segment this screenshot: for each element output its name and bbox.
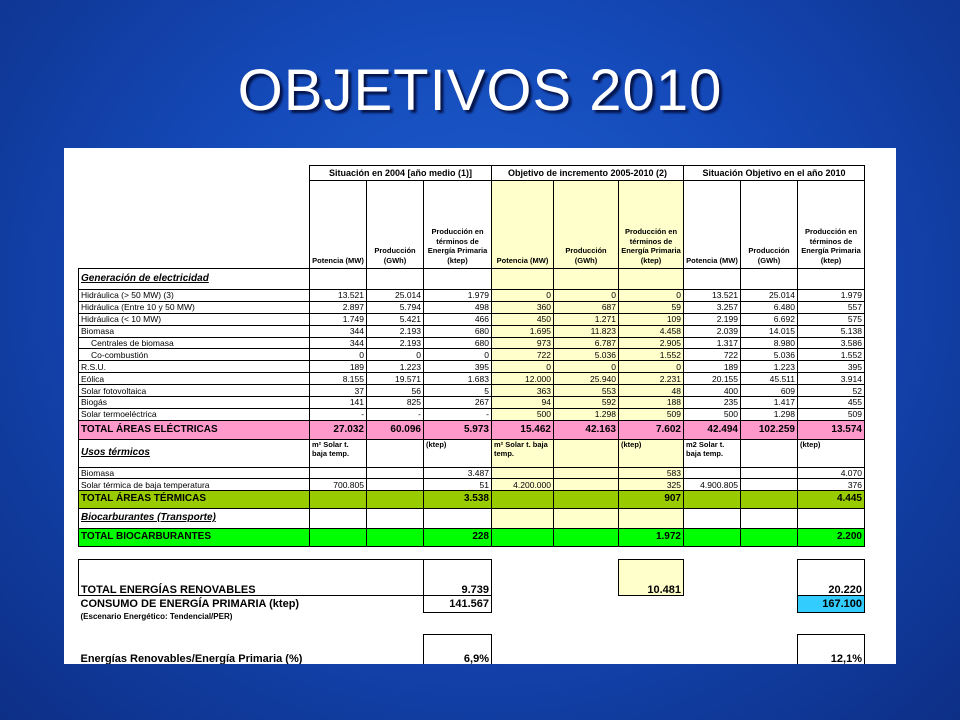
value-cell: 5.138	[798, 325, 865, 337]
value-cell: 722	[684, 349, 741, 361]
row-label: Hidráulica (< 10 MW)	[79, 313, 310, 325]
total-value: 1.972	[619, 528, 684, 546]
table-row	[79, 397, 865, 409]
value-cell: 450	[492, 313, 554, 325]
ratio-value: 12,1%	[798, 634, 865, 664]
unit-label: (ktep)	[619, 439, 684, 467]
table-row	[79, 166, 865, 181]
total-value: 2.200	[798, 528, 865, 546]
value-cell: 344	[310, 325, 367, 337]
table-cell	[424, 546, 492, 559]
table-cell	[367, 269, 424, 290]
table-cell	[554, 595, 619, 612]
table-cell	[554, 467, 619, 479]
row-label: Solar termoeléctrica	[79, 408, 310, 420]
value-cell: 94	[492, 397, 554, 409]
table-row	[79, 420, 865, 439]
table-cell	[554, 622, 619, 634]
table-cell	[310, 559, 424, 595]
value-cell: 189	[310, 361, 367, 373]
table-body	[79, 166, 865, 665]
table-cell	[310, 528, 367, 546]
value-cell: 189	[684, 361, 741, 373]
value-cell: 0	[554, 361, 619, 373]
unit-label: m2 Solar t. baja temp.	[684, 439, 741, 467]
value-cell: 500	[684, 408, 741, 420]
value-cell: 609	[741, 385, 798, 397]
table-row	[79, 508, 865, 528]
value-cell: 4.200.000	[492, 479, 554, 491]
table-cell	[492, 634, 554, 664]
table-cell	[492, 612, 554, 622]
unit-label: m² Solar t. baja temp.	[310, 439, 367, 467]
table-cell	[424, 622, 492, 634]
col-header-potencia: Potencia (MW)	[310, 181, 367, 269]
renewables-value: 20.220	[798, 559, 865, 595]
table-cell	[741, 269, 798, 290]
value-cell: 1.223	[367, 361, 424, 373]
table-cell	[619, 622, 684, 634]
col-header-primaria: Producción en términos de Energía Primaria (ktep)	[424, 181, 492, 269]
table-row	[79, 595, 865, 612]
table-cell	[741, 634, 798, 664]
total-value: 42.163	[554, 420, 619, 439]
value-cell: 25.014	[367, 290, 424, 302]
table-cell	[798, 612, 865, 622]
total-biofuels-label: TOTAL BIOCARBURANTES	[79, 528, 310, 546]
group-header: Situación en 2004 [año medio (1)]	[310, 166, 492, 181]
consumption-value: 141.567	[424, 595, 492, 612]
value-cell: 395	[424, 361, 492, 373]
value-cell: 2.199	[684, 313, 741, 325]
row-label: Centrales de biomasa	[79, 337, 310, 349]
corner-cell	[79, 166, 310, 181]
value-cell	[492, 467, 554, 479]
renewables-value: 10.481	[619, 559, 684, 595]
table-row	[79, 528, 865, 546]
table-cell	[554, 490, 619, 508]
table-cell	[684, 269, 741, 290]
value-cell: 141	[310, 397, 367, 409]
value-cell: 395	[798, 361, 865, 373]
table-cell	[367, 490, 424, 508]
value-cell: 2.193	[367, 325, 424, 337]
table-cell	[554, 479, 619, 491]
row-label: Co-combustión	[79, 349, 310, 361]
value-cell: 48	[619, 385, 684, 397]
value-cell: 592	[554, 397, 619, 409]
table-cell	[554, 439, 619, 467]
row-label: Hidráulica (Entre 10 y 50 MW)	[79, 301, 310, 313]
value-cell: 1.298	[554, 408, 619, 420]
value-cell: 45.511	[741, 373, 798, 385]
table-row	[79, 181, 865, 269]
table-row	[79, 290, 865, 302]
value-cell: 376	[798, 479, 865, 491]
value-cell: 498	[424, 301, 492, 313]
table-cell	[741, 467, 798, 479]
value-cell: -	[310, 408, 367, 420]
value-cell: 4.070	[798, 467, 865, 479]
col-header-potencia: Potencia (MW)	[684, 181, 741, 269]
table-cell	[741, 546, 798, 559]
value-cell: 0	[492, 290, 554, 302]
table-cell	[310, 546, 367, 559]
section-thermal: Usos térmicos	[79, 439, 310, 467]
table-cell	[367, 528, 424, 546]
value-cell: 51	[424, 479, 492, 491]
table-row	[79, 490, 865, 508]
table-cell	[798, 269, 865, 290]
table-cell	[492, 546, 554, 559]
table-cell	[424, 269, 492, 290]
table-cell	[492, 269, 554, 290]
table-cell	[741, 595, 798, 612]
value-cell: 500	[492, 408, 554, 420]
table-cell	[554, 508, 619, 528]
table-row	[79, 269, 865, 290]
value-cell: 0	[619, 290, 684, 302]
total-value: 15.462	[492, 420, 554, 439]
row-label: Hidráulica (> 50 MW) (3)	[79, 290, 310, 302]
value-cell: -	[367, 408, 424, 420]
row-label: Eólica	[79, 373, 310, 385]
value-cell: 466	[424, 313, 492, 325]
table-cell	[310, 622, 367, 634]
row-label: Biogás	[79, 397, 310, 409]
value-cell: 700.805	[310, 479, 367, 491]
table-cell	[741, 508, 798, 528]
value-cell: 13.521	[310, 290, 367, 302]
table-row	[79, 439, 865, 467]
table-cell	[619, 508, 684, 528]
value-cell: 1.695	[492, 325, 554, 337]
value-cell: 6.787	[554, 337, 619, 349]
table-row	[79, 559, 865, 595]
value-cell: 722	[492, 349, 554, 361]
value-cell: 1.317	[684, 337, 741, 349]
value-cell: 680	[424, 325, 492, 337]
spreadsheet-image	[64, 148, 896, 664]
value-cell: 25.014	[741, 290, 798, 302]
table-cell	[619, 612, 684, 622]
table-cell	[424, 508, 492, 528]
row-label: Solar fotovoltaica	[79, 385, 310, 397]
total-electricity-label: TOTAL ÁREAS ELÉCTRICAS	[79, 420, 310, 439]
col-header-primaria: Producción en términos de Energía Primaria (ktep)	[798, 181, 865, 269]
value-cell: 1.271	[554, 313, 619, 325]
value-cell: 59	[619, 301, 684, 313]
group-header: Situación Objetivo en el año 2010	[684, 166, 865, 181]
value-cell: 2.897	[310, 301, 367, 313]
table-cell	[554, 528, 619, 546]
unit-label: (ktep)	[424, 439, 492, 467]
table-row	[79, 612, 865, 622]
value-cell: 3.487	[424, 467, 492, 479]
value-cell: 325	[619, 479, 684, 491]
value-cell: 52	[798, 385, 865, 397]
value-cell: 825	[367, 397, 424, 409]
value-cell: 8.980	[741, 337, 798, 349]
value-cell: 5.421	[367, 313, 424, 325]
table-cell	[310, 269, 367, 290]
value-cell: 3.914	[798, 373, 865, 385]
value-cell: 6.480	[741, 301, 798, 313]
value-cell: 1.223	[741, 361, 798, 373]
value-cell: 6.692	[741, 313, 798, 325]
table-cell	[310, 490, 367, 508]
table-row	[79, 361, 865, 373]
slide-title: OBJETIVOS 2010	[237, 58, 723, 123]
total-value: 5.973	[424, 420, 492, 439]
table-cell	[684, 528, 741, 546]
row-label: Biomasa	[79, 467, 310, 479]
value-cell: 553	[554, 385, 619, 397]
table-cell	[741, 622, 798, 634]
table-row	[79, 385, 865, 397]
value-cell: 1.979	[424, 290, 492, 302]
value-cell	[684, 467, 741, 479]
value-cell: 3.586	[798, 337, 865, 349]
table-cell	[684, 634, 741, 664]
value-cell: 3.257	[684, 301, 741, 313]
value-cell: 1.749	[310, 313, 367, 325]
value-cell: 583	[619, 467, 684, 479]
table-row	[79, 349, 865, 361]
value-cell: 557	[798, 301, 865, 313]
table-cell	[619, 634, 684, 664]
value-cell: 0	[424, 349, 492, 361]
value-cell	[310, 467, 367, 479]
value-cell: 8.155	[310, 373, 367, 385]
value-cell: 1.417	[741, 397, 798, 409]
table-row	[79, 622, 865, 634]
value-cell: 25.940	[554, 373, 619, 385]
value-cell: 1.552	[798, 349, 865, 361]
value-cell: 37	[310, 385, 367, 397]
value-cell: 360	[492, 301, 554, 313]
value-cell: 509	[798, 408, 865, 420]
table-cell	[554, 612, 619, 622]
value-cell: 11.823	[554, 325, 619, 337]
value-cell: 2.905	[619, 337, 684, 349]
total-value: 228	[424, 528, 492, 546]
table-cell	[79, 546, 310, 559]
table-cell	[554, 546, 619, 559]
total-value: 3.538	[424, 490, 492, 508]
table-cell	[798, 546, 865, 559]
table-cell	[684, 622, 741, 634]
unit-label: (ktep)	[798, 439, 865, 467]
table-cell	[619, 546, 684, 559]
table-row	[79, 408, 865, 420]
total-value: 102.259	[741, 420, 798, 439]
col-header-primaria: Producción en términos de Energía Primaria (ktep)	[619, 181, 684, 269]
row-label: R.S.U.	[79, 361, 310, 373]
value-cell: 1.979	[798, 290, 865, 302]
table-cell	[684, 546, 741, 559]
table-cell	[741, 479, 798, 491]
value-cell: 687	[554, 301, 619, 313]
table-cell	[367, 439, 424, 467]
table-cell	[310, 508, 367, 528]
table-cell	[684, 559, 741, 595]
value-cell: 509	[619, 408, 684, 420]
consumption-label: CONSUMO DE ENERGÍA PRIMARIA (ktep)	[80, 598, 300, 611]
value-cell: 400	[684, 385, 741, 397]
value-cell: 14.015	[741, 325, 798, 337]
value-cell: 188	[619, 397, 684, 409]
total-renewables-label: TOTAL ENERGÍAS RENOVABLES	[79, 559, 310, 595]
value-cell: 4.458	[619, 325, 684, 337]
value-cell: 2.231	[619, 373, 684, 385]
ratio-value: 6,9%	[424, 634, 492, 664]
value-cell: 0	[619, 361, 684, 373]
value-cell: 5	[424, 385, 492, 397]
unit-label: m² Solar t. baja temp.	[492, 439, 554, 467]
consumption-value: 167.100	[798, 595, 865, 612]
value-cell: 1.683	[424, 373, 492, 385]
value-cell: 20.155	[684, 373, 741, 385]
table-cell	[798, 508, 865, 528]
table-cell	[741, 439, 798, 467]
table-cell	[619, 595, 684, 612]
table-cell	[367, 622, 424, 634]
table-cell	[492, 490, 554, 508]
table-cell	[798, 622, 865, 634]
table-row	[79, 301, 865, 313]
value-cell: 0	[492, 361, 554, 373]
value-cell: 0	[310, 349, 367, 361]
total-value: 27.032	[310, 420, 367, 439]
table-cell	[492, 559, 554, 595]
value-cell: 455	[798, 397, 865, 409]
total-value: 7.602	[619, 420, 684, 439]
table-cell	[492, 622, 554, 634]
table-cell	[554, 634, 619, 664]
value-cell: 12.000	[492, 373, 554, 385]
total-thermal-label: TOTAL ÁREAS TÉRMICAS	[79, 490, 310, 508]
value-cell: 1.552	[619, 349, 684, 361]
value-cell: 2.193	[367, 337, 424, 349]
value-cell: 5.036	[554, 349, 619, 361]
table-cell	[684, 508, 741, 528]
scenario-note: (Escenario Energético: Tendencial/PER)	[80, 612, 233, 622]
value-cell: 973	[492, 337, 554, 349]
table-row	[79, 634, 865, 664]
section-biofuels: Biocarburantes (Transporte)	[79, 508, 310, 528]
table-row	[79, 479, 865, 491]
col-header-produccion: Producción (GWh)	[741, 181, 798, 269]
value-cell: 235	[684, 397, 741, 409]
value-cell: 267	[424, 397, 492, 409]
col-header-potencia: Potencia (MW)	[492, 181, 554, 269]
section-electricity: Generación de electricidad	[79, 269, 310, 290]
total-value: 42.494	[684, 420, 741, 439]
value-cell: 109	[619, 313, 684, 325]
table-cell	[554, 269, 619, 290]
value-cell: 5.794	[367, 301, 424, 313]
total-value: 4.445	[798, 490, 865, 508]
energy-table	[78, 165, 865, 664]
table-cell	[367, 546, 424, 559]
total-value: 907	[619, 490, 684, 508]
renewables-value: 9.739	[424, 559, 492, 595]
value-cell: 19.571	[367, 373, 424, 385]
value-cell: 680	[424, 337, 492, 349]
table-cell	[741, 490, 798, 508]
table-cell	[492, 508, 554, 528]
table-cell	[684, 490, 741, 508]
value-cell: 1.298	[741, 408, 798, 420]
table-cell	[367, 479, 424, 491]
table-cell	[367, 467, 424, 479]
table-cell	[741, 612, 798, 622]
table-row	[79, 313, 865, 325]
table-row	[79, 337, 865, 349]
table-row	[79, 546, 865, 559]
table-cell	[424, 612, 492, 622]
value-cell: 363	[492, 385, 554, 397]
table-cell	[492, 595, 554, 612]
table-cell	[554, 559, 619, 595]
total-value: 13.574	[798, 420, 865, 439]
corner-cell	[79, 181, 310, 269]
table-cell	[684, 595, 741, 612]
col-header-produccion: Producción (GWh)	[554, 181, 619, 269]
value-cell: 0	[367, 349, 424, 361]
table-cell	[79, 622, 310, 634]
value-cell: 2.039	[684, 325, 741, 337]
table-cell	[741, 559, 798, 595]
table-cell	[367, 508, 424, 528]
value-cell: 13.521	[684, 290, 741, 302]
value-cell: 344	[310, 337, 367, 349]
table-cell	[684, 612, 741, 622]
table-row	[79, 467, 865, 479]
table-cell	[619, 269, 684, 290]
row-label: Solar térmica de baja temperatura	[79, 479, 310, 491]
ratio-label: Energías Renovables/Energía Primaria (%)	[79, 634, 424, 664]
value-cell: 5.036	[741, 349, 798, 361]
table-row	[79, 373, 865, 385]
value-cell: 56	[367, 385, 424, 397]
value-cell: -	[424, 408, 492, 420]
value-cell: 0	[554, 290, 619, 302]
col-header-produccion: Producción (GWh)	[367, 181, 424, 269]
value-cell: 4.900.805	[684, 479, 741, 491]
total-value: 60.096	[367, 420, 424, 439]
value-cell: 575	[798, 313, 865, 325]
table-cell	[741, 528, 798, 546]
group-header: Objetivo de incremento 2005-2010 (2)	[492, 166, 684, 181]
table-row	[79, 325, 865, 337]
table-cell	[492, 528, 554, 546]
row-label: Biomasa	[79, 325, 310, 337]
